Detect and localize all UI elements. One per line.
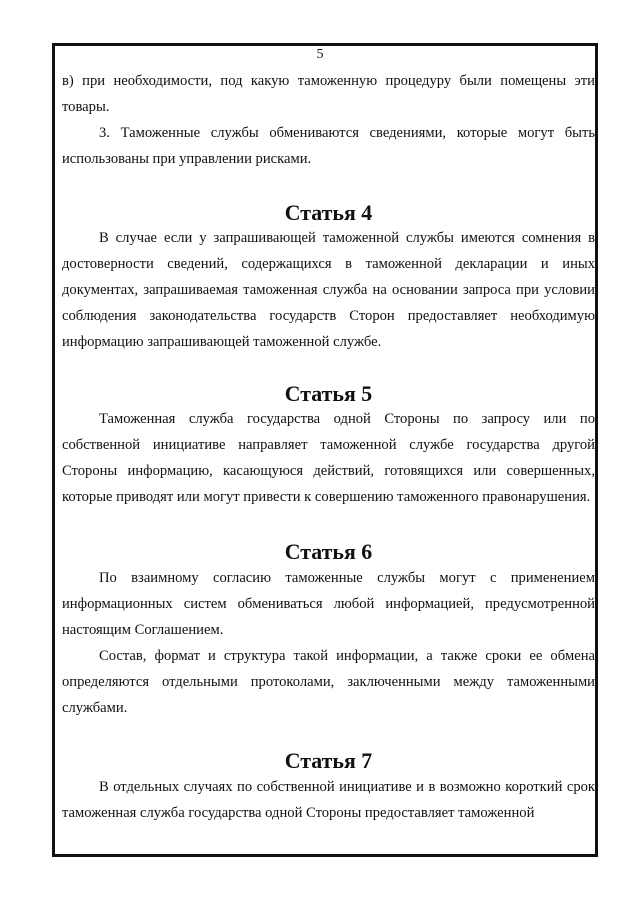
article-4-heading: Статья 4 — [284, 200, 373, 225]
article-5-heading: Статья 5 — [284, 381, 373, 406]
article-7-paragraph: В отдельных случаях по собственной инициативе и в возможно короткий срок таможенная служба государства одной Стороны предоставляет таможенной — [62, 779, 595, 821]
paragraph-item-v: в) при необходимости, под какую таможенную процедуру были помещены эти товары. — [62, 73, 595, 115]
article-4-paragraph: В случае если у запрашивающей таможенной службы имеются сомнения в достоверности сведений, содержащихся в таможенной декларации и иных документах, запрашиваемая таможенная служба на основании запроса при условии соблюдения законодательства государств Сторон предоставляет необходимую информацию запрашивающей таможенной службе. — [62, 230, 595, 350]
page-number: 5 — [316, 47, 324, 62]
article-6-heading: Статья 6 — [284, 539, 373, 564]
article-6-paragraph-2: Состав, формат и структура такой информации, а также сроки ее обмена определяются отдельными протоколами, заключенными между таможенными службами. — [62, 648, 595, 716]
article-5-paragraph: Таможенная служба государства одной Стороны по запросу или по собственной инициативе направляет таможенной службе государства другой Стороны информацию, касающуюся действий, готовящихся или совершенных, которые приводят или могут привести к совершению таможенного правонарушения. — [62, 411, 595, 505]
article-7-heading: Статья 7 — [284, 748, 373, 773]
article-6-paragraph-1: По взаимному согласию таможенные службы могут с применением информационных систем обмениваться любой информацией, предусмотренной настоящим Соглашением. — [62, 570, 595, 638]
paragraph-clause-3: 3. Таможенные службы обмениваются сведениями, которые могут быть использованы при управлении рисками. — [62, 125, 595, 167]
